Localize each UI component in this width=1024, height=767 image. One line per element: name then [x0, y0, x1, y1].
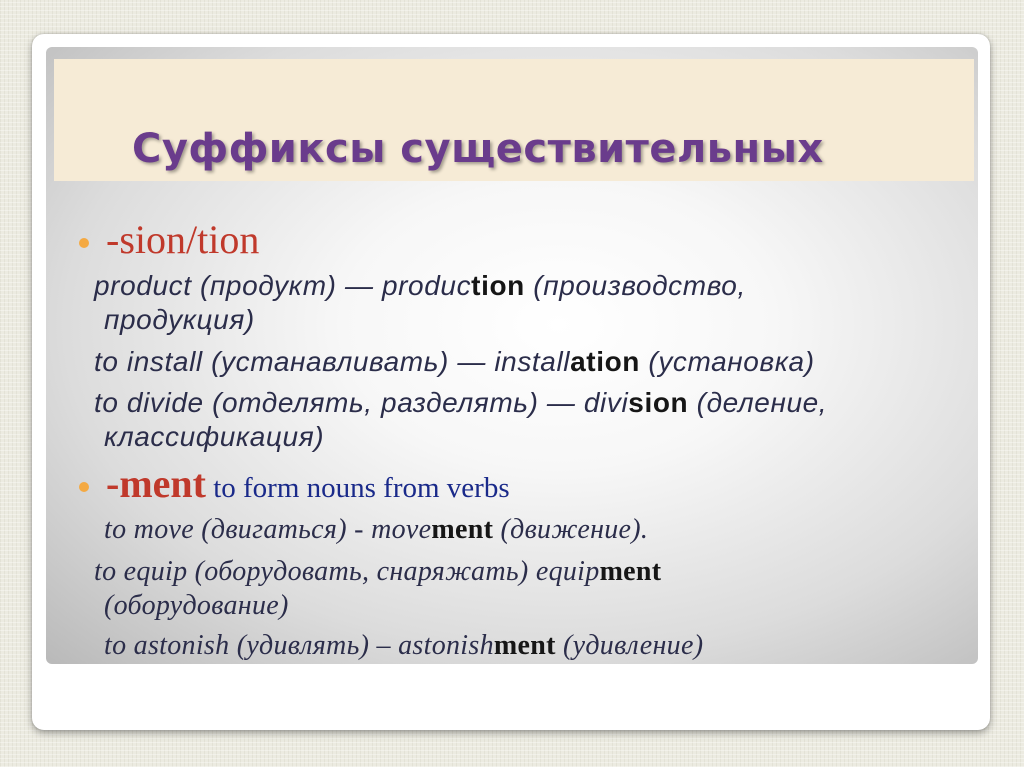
example-text: to install (устанавливать) — install [94, 346, 571, 377]
example-text: (оборудование) [104, 590, 289, 621]
example-text: (деление, [688, 387, 828, 418]
example-text: to equip (оборудовать, снаряжать) equip [94, 556, 600, 587]
example-text: to astonish (удивлять) – astonish [104, 630, 494, 661]
suffix-label: -ment [106, 461, 206, 506]
suffix-highlight: ment [599, 556, 662, 587]
example-line [104, 592, 289, 620]
suffix-highlight: sion [628, 387, 689, 418]
example-line [104, 632, 703, 660]
bullet-dot-icon [79, 238, 89, 248]
suffix-note: to form nouns from verbs [205, 472, 510, 504]
example-text: product (продукт) — produc [94, 270, 472, 301]
example-line [94, 272, 746, 300]
example-line [94, 348, 815, 376]
example-text: (движение). [493, 514, 649, 545]
example-text: классификация) [104, 421, 325, 452]
slide-title: Суффиксы существительных [132, 126, 824, 172]
suffix-heading-sion-tion [106, 217, 260, 262]
example-text: (производство, [524, 270, 746, 301]
example-text: продукция) [104, 304, 255, 335]
example-line [104, 423, 324, 451]
suffix-highlight: tion [471, 270, 525, 301]
suffix-highlight: ment [493, 630, 556, 661]
suffix-highlight: ation [570, 346, 641, 377]
example-text: to move (двигаться) - move [104, 514, 432, 545]
example-text: to divide (отделять, разделять) — divi [94, 387, 629, 418]
example-line [104, 516, 648, 544]
suffix-heading-ment [106, 461, 510, 506]
suffix-highlight: ment [431, 514, 494, 545]
suffix-label: -sion/tion [106, 217, 260, 262]
example-text: (удивление) [555, 630, 704, 661]
example-text: (установка) [640, 346, 815, 377]
example-line [94, 389, 827, 417]
example-line [104, 306, 255, 334]
example-line [94, 558, 661, 586]
bullet-dot-icon [79, 482, 89, 492]
